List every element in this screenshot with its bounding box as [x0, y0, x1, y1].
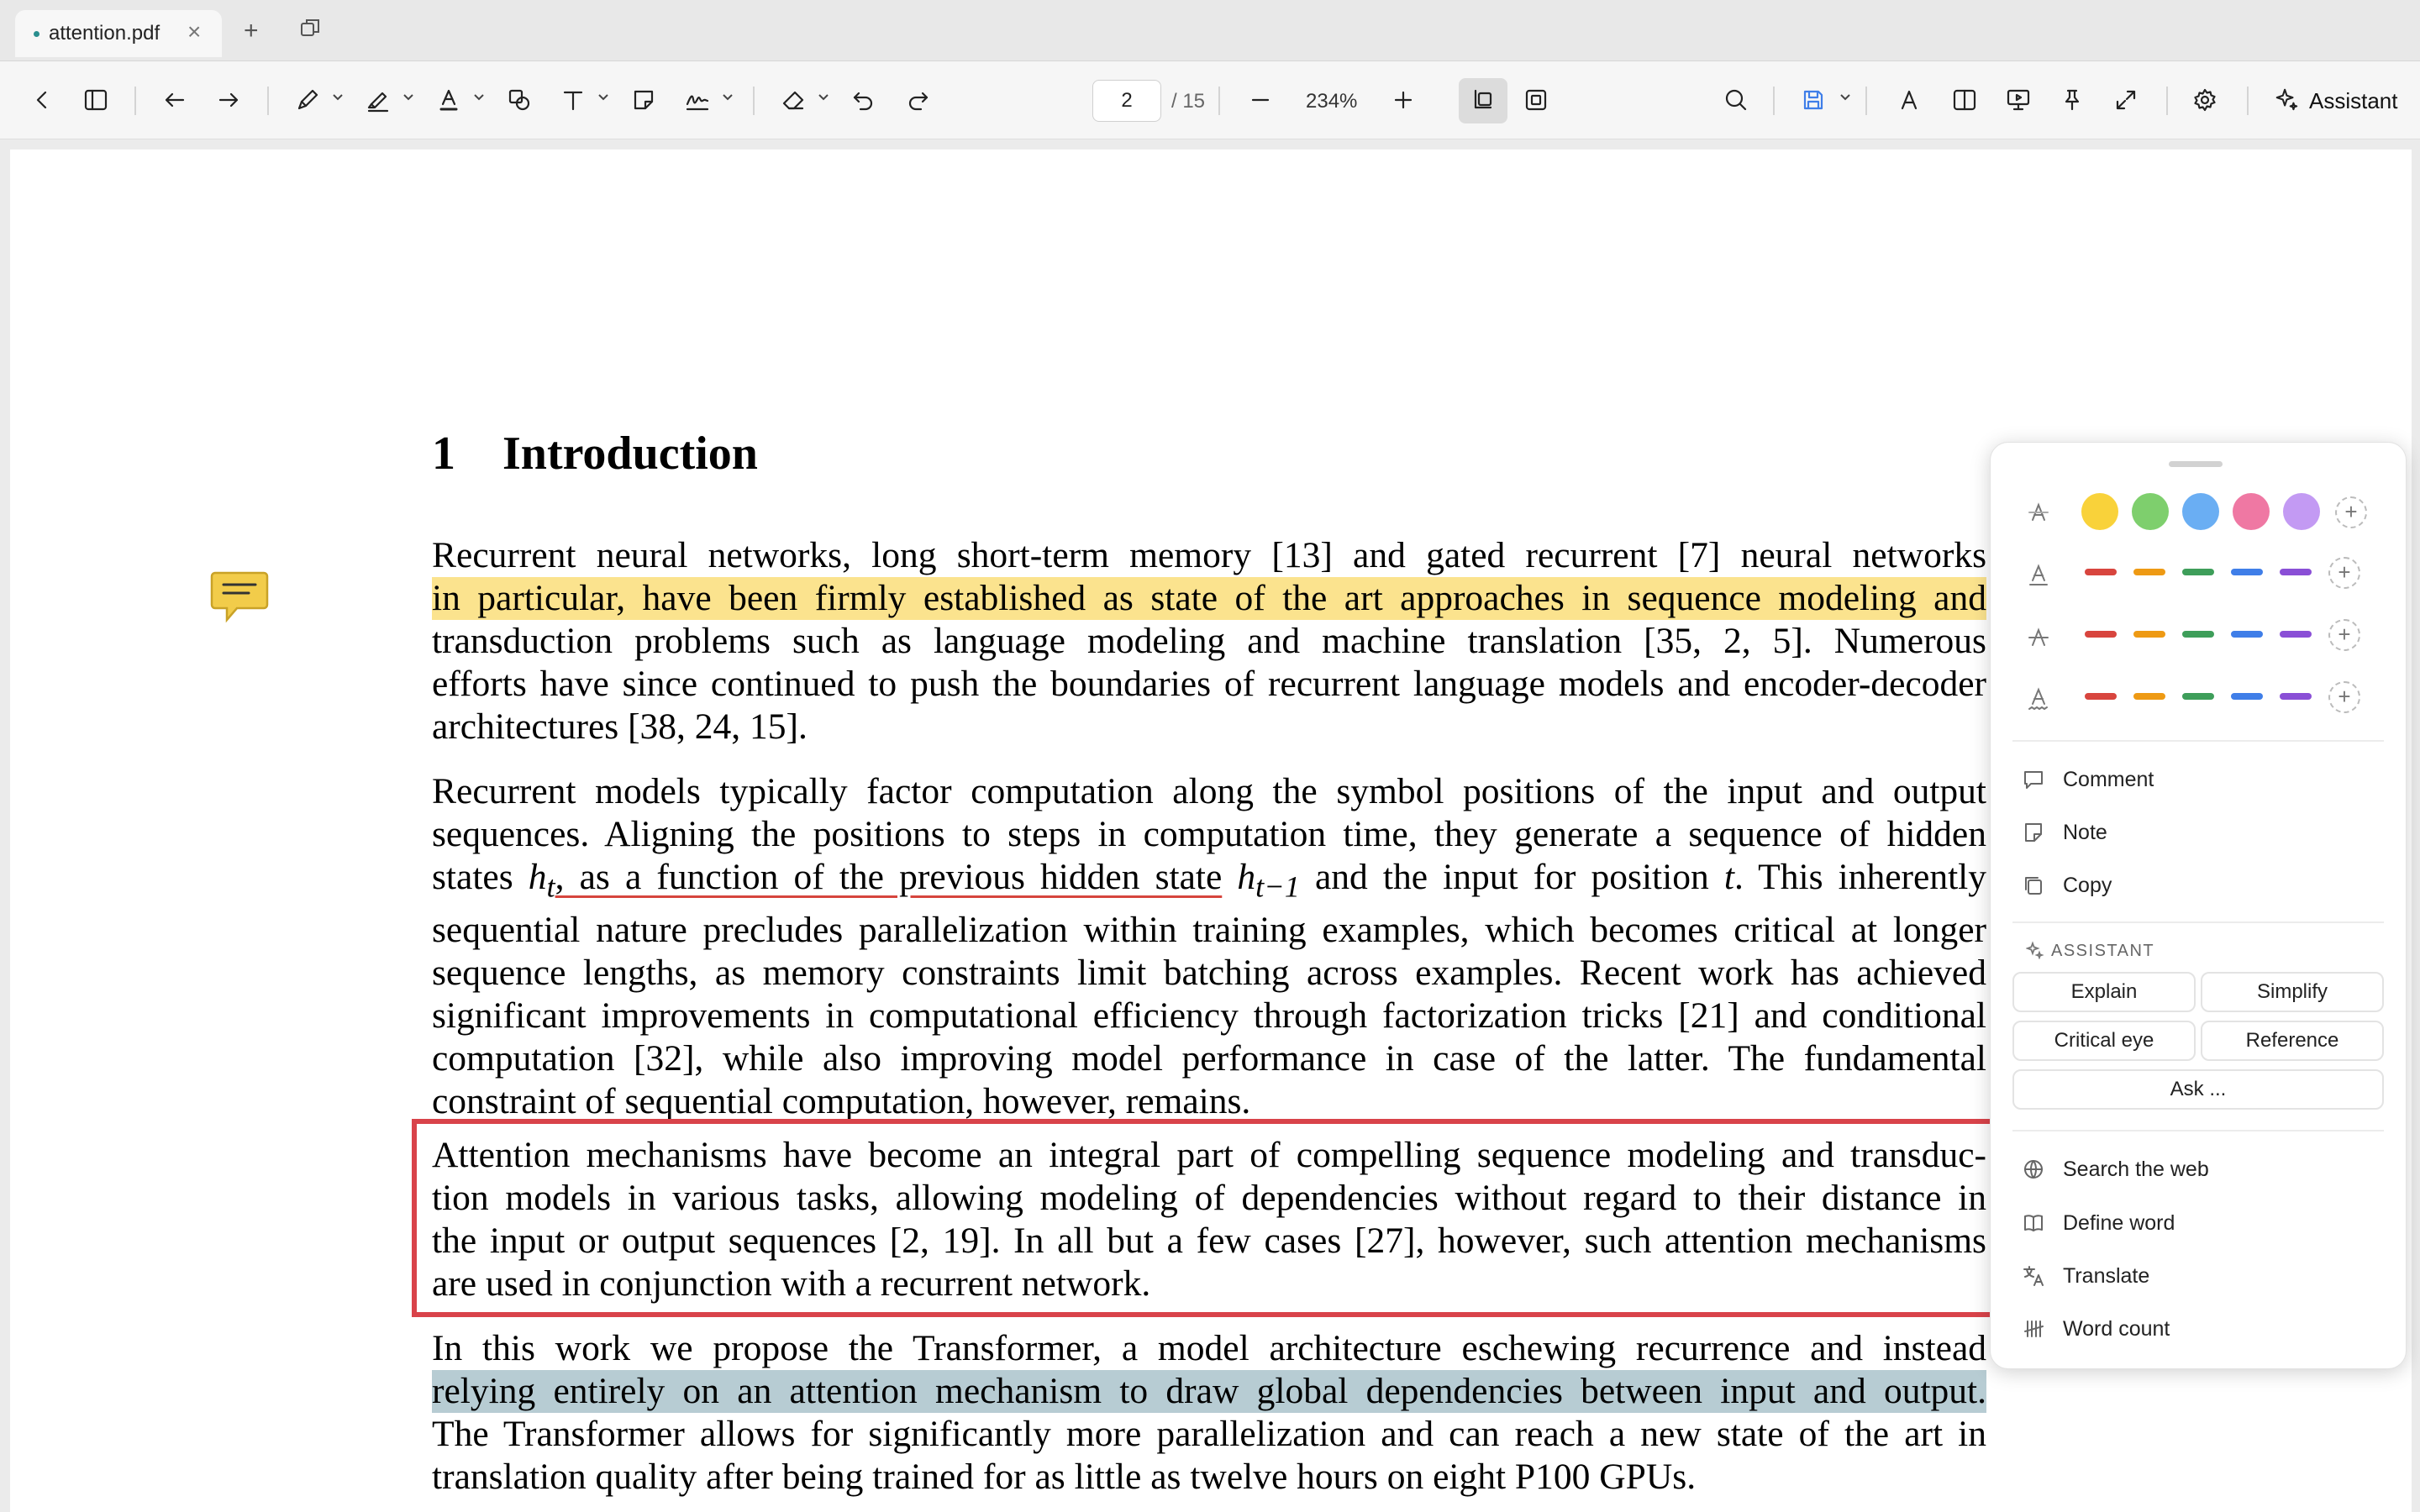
toolbar — [0, 61, 2420, 139]
page-total: / 15 — [1171, 90, 1206, 113]
underline-style-icon — [2024, 560, 2053, 589]
paragraph-3 — [432, 1134, 1986, 1305]
math-h: h — [1237, 857, 1256, 897]
signature-icon[interactable] — [679, 81, 716, 118]
fit-page-icon[interactable] — [1518, 81, 1555, 118]
sticky-note-icon[interactable] — [625, 81, 662, 118]
underline-color-orange[interactable] — [2133, 569, 2165, 575]
text-line[interactable]: significant improvements in computational efficiency through factorization tricks [21] and conditional — [432, 995, 1986, 1036]
search-icon[interactable] — [1718, 81, 1754, 118]
zoom-level[interactable]: 234% — [1306, 90, 1358, 113]
paragraph-4 — [432, 1327, 1986, 1499]
highlight-color-pink[interactable] — [2233, 493, 2270, 530]
comment-annotation-icon[interactable] — [208, 568, 271, 627]
sidebar-toggle-icon[interactable] — [77, 81, 114, 118]
paragraph-1 — [432, 534, 1986, 748]
define-word-menu-item[interactable] — [2012, 1200, 2384, 1247]
note-icon — [2021, 820, 2046, 845]
translate-icon — [2021, 1263, 2046, 1289]
chevron-down-icon[interactable] — [1839, 90, 1852, 103]
text-line[interactable]: Attention mechanisms have become an integral part of compelling sequence modeling and transduc- — [432, 1135, 1986, 1175]
ask-button[interactable]: Ask ... — [2012, 1069, 2384, 1110]
assistant-sparkle-icon — [2026, 941, 2044, 959]
globe-icon — [2021, 1157, 2046, 1182]
search-web-label: Search the web — [2063, 1158, 2209, 1181]
text-line[interactable]: computation [32], while also improving model performance in case of the latter. The fundamental — [432, 1037, 1986, 1079]
chevron-down-icon[interactable] — [817, 90, 830, 103]
underline-color-purple[interactable] — [2280, 569, 2312, 575]
sparkle-icon — [2274, 87, 2299, 112]
text-line[interactable]: sequential nature precludes parallelization within training examples, which becomes critical at longer — [432, 909, 1986, 950]
copy-label: Copy — [2063, 874, 2112, 897]
strikethrough-style-icon — [2024, 622, 2053, 651]
split-view-icon[interactable] — [1946, 81, 1983, 118]
next-page-icon[interactable] — [210, 81, 247, 118]
chevron-down-icon[interactable] — [402, 90, 415, 103]
red-underlined-text[interactable]: , as a function of the previous hidden state — [555, 857, 1223, 897]
search-web-menu-item[interactable] — [2012, 1147, 2384, 1194]
redo-icon[interactable] — [899, 81, 936, 118]
squiggly-color-blue[interactable] — [2231, 693, 2263, 700]
book-icon — [2021, 1210, 2046, 1236]
previous-page-icon[interactable] — [156, 81, 193, 118]
text-run: and the input for position — [1299, 857, 1724, 897]
add-underline-color-button[interactable]: + — [2328, 557, 2360, 589]
highlight-color-blue[interactable] — [2182, 493, 2219, 530]
chevron-down-icon[interactable] — [721, 90, 734, 103]
text-line[interactable]: Recurrent neural networks, long short-term memory [13] and gated recurrent [7] neural networks — [432, 535, 1986, 575]
assistant-section-label: ASSISTANT — [2051, 942, 2155, 960]
page-number-input[interactable]: 2 — [1092, 80, 1161, 122]
reference-button[interactable]: Reference — [2201, 1021, 2384, 1061]
text-line[interactable]: In this work we propose the Transformer, a model architecture eschewing recurrence and instead — [432, 1328, 1986, 1368]
chevron-down-icon[interactable] — [472, 90, 486, 103]
word-count-menu-item[interactable] — [2012, 1306, 2384, 1353]
strike-color-red[interactable] — [2085, 631, 2117, 638]
shapes-icon[interactable] — [501, 81, 538, 118]
copy-menu-item[interactable] — [2012, 863, 2384, 910]
strike-color-orange[interactable] — [2133, 631, 2165, 638]
highlight-color-purple[interactable] — [2283, 493, 2320, 530]
squiggly-color-orange[interactable] — [2133, 693, 2165, 700]
text-line[interactable]: transduction problems such as language modeling and machine translation [35, 2, 5]. Numerous — [432, 621, 1986, 661]
explain-button[interactable]: Explain — [2012, 972, 2196, 1012]
duplicate-tab-icon[interactable] — [299, 17, 323, 40]
zoom-out-icon[interactable] — [1242, 81, 1279, 118]
highlighted-text-line[interactable]: relying entirely on an attention mechanism to draw global dependencies between input and output. — [432, 1371, 1986, 1411]
add-strike-color-button[interactable]: + — [2328, 619, 2360, 651]
translate-menu-item[interactable] — [2012, 1253, 2384, 1300]
unsaved-dot — [34, 31, 39, 37]
critical-eye-button[interactable]: Critical eye — [2012, 1021, 2196, 1061]
assistant-button[interactable] — [2274, 87, 2398, 118]
math-h: h — [528, 857, 547, 897]
tab-close-button[interactable]: × — [187, 18, 202, 45]
drag-handle[interactable] — [2169, 461, 2223, 467]
text-tool-icon[interactable] — [555, 81, 592, 118]
underline-color-green[interactable] — [2182, 569, 2214, 575]
text-run: states — [432, 857, 529, 897]
section-number: 1 — [432, 428, 455, 480]
text-line[interactable]: architectures [38, 24, 15]. — [432, 706, 808, 747]
zoom-in-icon[interactable] — [1385, 81, 1422, 118]
copy-icon — [2021, 873, 2046, 898]
document-tab[interactable] — [15, 10, 222, 57]
squiggly-color-red[interactable] — [2085, 693, 2117, 700]
eraser-icon[interactable] — [775, 81, 812, 118]
word-count-label: Word count — [2063, 1317, 2170, 1341]
pin-icon[interactable] — [2054, 81, 2091, 118]
math-subscript-t-minus-1: t−1 — [1255, 869, 1300, 904]
text-run: . This inherently — [1733, 857, 1986, 897]
pen-icon[interactable] — [289, 81, 326, 118]
section-title: Introduction — [502, 428, 758, 480]
chevron-down-icon[interactable] — [331, 90, 345, 103]
underline-color-red[interactable] — [2085, 569, 2117, 575]
squiggly-color-green[interactable] — [2182, 693, 2214, 700]
paragraph-2 — [432, 770, 1986, 1123]
save-icon[interactable] — [1795, 81, 1832, 118]
strike-color-green[interactable] — [2182, 631, 2214, 638]
font-icon[interactable] — [1891, 81, 1928, 118]
tally-icon — [2021, 1316, 2046, 1341]
tab-bar — [0, 0, 2420, 61]
text-line[interactable]: translation quality after being trained for as little as twelve hours on eight P100 GPUs. — [432, 1457, 1697, 1497]
comment-label: Comment — [2063, 768, 2154, 791]
math-t: t — [1723, 857, 1734, 897]
translate-label: Translate — [2063, 1264, 2150, 1288]
fit-width-icon[interactable] — [1464, 81, 1501, 118]
text-line[interactable]: efforts have since continued to push the boundaries of recurrent language models and encoder-decoder — [432, 664, 1986, 704]
highlighted-text-line[interactable]: in particular, have been firmly established as state of the art approaches in sequence modeling and — [432, 578, 1986, 618]
add-squiggly-color-button[interactable]: + — [2328, 681, 2360, 713]
highlight-color-yellow[interactable] — [2081, 493, 2118, 530]
define-word-label: Define word — [2063, 1211, 2175, 1235]
present-icon[interactable] — [2000, 81, 2037, 118]
text-line[interactable]: sequences. Aligning the positions to steps in computation time, they generate a sequence of hidden — [432, 814, 1986, 854]
text-line[interactable]: sequence lengths, as memory constraints limit batching across examples. Recent work has achieved — [432, 952, 1986, 993]
add-highlight-color-button[interactable]: + — [2335, 496, 2367, 528]
highlight-style-icon — [2024, 498, 2053, 527]
text-line[interactable]: the input or output sequences [2, 19]. In all but a few cases [27], however, such attention mechanisms — [432, 1221, 1986, 1261]
highlight-color-green[interactable] — [2132, 493, 2169, 530]
text-line[interactable]: Recurrent models typically factor computation along the symbol positions of the input and output — [432, 771, 1986, 811]
assistant-label: Assistant — [2309, 88, 2398, 113]
settings-gear-icon[interactable] — [2186, 81, 2223, 118]
underline-color-blue[interactable] — [2231, 569, 2263, 575]
text-line[interactable]: constraint of sequential computation, however, remains. — [432, 1080, 1251, 1121]
math-subscript-t: t — [546, 869, 555, 904]
tab-title: attention.pdf — [49, 22, 160, 45]
comment-icon — [2021, 767, 2046, 792]
strike-color-purple[interactable] — [2280, 631, 2312, 638]
chevron-down-icon[interactable] — [597, 90, 610, 103]
back-icon[interactable] — [24, 81, 60, 118]
undo-icon[interactable] — [845, 81, 882, 118]
fullscreen-icon[interactable] — [2107, 81, 2144, 118]
new-tab-button[interactable]: + — [244, 17, 259, 45]
strike-color-blue[interactable] — [2231, 631, 2263, 638]
text-line[interactable]: tion models in various tasks, allowing modeling of dependencies without regard to their distance in — [432, 1178, 1986, 1218]
note-menu-item[interactable] — [2012, 810, 2384, 857]
text-line[interactable]: The Transformer allows for significantly more parallelization and can reach a new state of the art in — [432, 1414, 1986, 1454]
text-color-icon[interactable] — [430, 81, 467, 118]
annotation-popover — [1990, 442, 2407, 1369]
simplify-button[interactable]: Simplify — [2201, 972, 2384, 1012]
text-line[interactable]: are used in conjunction with a recurrent network. — [432, 1263, 1151, 1304]
note-label: Note — [2063, 821, 2107, 844]
squiggly-style-icon — [2024, 685, 2053, 713]
highlighter-icon[interactable] — [360, 81, 397, 118]
text-line-with-math[interactable] — [432, 856, 1986, 909]
comment-menu-item[interactable] — [2012, 757, 2384, 804]
squiggly-color-purple[interactable] — [2280, 693, 2312, 700]
